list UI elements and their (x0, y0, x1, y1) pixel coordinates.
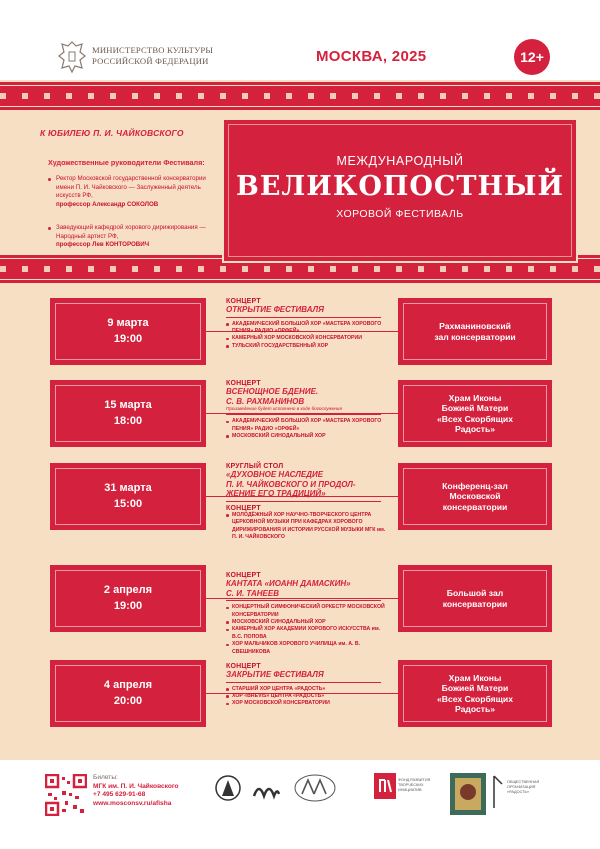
event-title: ОТКРЫТИЕ ФЕСТИВАЛЯ (226, 305, 324, 314)
event-venue-box (398, 565, 552, 632)
event-venue: Большой зал консерватории (442, 588, 508, 609)
event-title-line-1: КАНТАТА «ИОАНН ДАМАСКИН» (226, 579, 351, 588)
title-line-2: ВЕЛИКОПОСТНЫЙ (236, 171, 564, 202)
qr-code-icon[interactable] (45, 774, 87, 816)
event-time: 19:00 (113, 333, 143, 345)
director-2-text: Заведующий кафедрой хорового дирижирования — Народный артист РФ, (56, 224, 206, 240)
event-venue: Конференц-зал Московской консерватории (442, 480, 508, 512)
event-title-line-2: П. И. ЧАЙКОВСКОГО И ПРОДОЛ- (226, 479, 356, 489)
conservatory-logo-icon (213, 772, 243, 812)
event-venue: Храм Иконы Божией Матери «Всех Скорбящих Радость» (436, 392, 513, 434)
tickets-info (93, 774, 179, 808)
ministry-line-1: МИНИСТЕРСТВО КУЛЬТУРЫ (92, 45, 214, 55)
performer-item: КОНЦЕРТНЫЙ СИМФОНИЧЕСКИЙ ОРКЕСТР МОСКОВСКОЙ КОНСЕРВАТОРИИ (226, 604, 386, 619)
performer-item: КАМЕРНЫЙ ХОР АКАДЕМИИ ХОРОВОГО ИСКУССТВА им. В.С. ПОПОВА (226, 626, 386, 641)
event-type-label: КОНЦЕРТ (226, 663, 261, 670)
event-venue-box (398, 660, 552, 727)
performer-item: ХОР «BREVIS» ЦЕНТРА «РАДОСТЬ» (226, 693, 386, 700)
foundation-logo-icon (373, 772, 397, 806)
event-type-label: КОНЦЕРТ (226, 380, 261, 387)
director-2 (48, 224, 218, 250)
performer-item: СТАРШИЙ ХОР ЦЕНТРА «РАДОСТЬ» (226, 686, 386, 693)
tickets-venue: МГК им. П. И. Чайковского (93, 782, 179, 790)
event-type-label-2: КОНЦЕРТ (226, 504, 261, 512)
event-date-box (50, 380, 206, 447)
event-program (226, 572, 386, 656)
event-type-label: КОНЦЕРТ (226, 572, 261, 579)
event-program (226, 298, 386, 350)
event-title-line-1: ВСЕНОЩНОЕ БДЕНИЕ. (226, 387, 319, 396)
event-title-line-1: «ДУХОВНОЕ НАСЛЕДИЕ (226, 470, 324, 479)
event-date: 15 марта (104, 399, 152, 411)
event-title: ЗАКРЫТИЕ ФЕСТИВАЛЯ (226, 670, 324, 679)
event-program (226, 380, 386, 440)
event-time: 19:00 (113, 600, 143, 612)
event-date-box (50, 565, 206, 632)
ornament-band-top (0, 82, 600, 110)
event-date: 31 марта (104, 482, 152, 494)
performer-item: КАМЕРНЫЙ ХОР МОСКОВСКОЙ КОНСЕРВАТОРИИ (226, 335, 386, 342)
performer-item: ТУЛЬСКИЙ ГОСУДАРСТВЕННЫЙ ХОР (226, 343, 386, 350)
performer-item: МОСКОВСКИЙ СИНОДАЛЬНЫЙ ХОР (226, 619, 386, 626)
event-type-label: КОНЦЕРТ (226, 298, 261, 305)
director-1-text: Ректор Московской государственной консерватории имени П. И. Чайковского — Заслуженный деятель искусств РФ, (56, 175, 206, 200)
performer-item: МОЛОДЁЖНЫЙ ХОР НАУЧНО-ТВОРЧЕСКОГО ЦЕНТРА ЦЕРКОВНОЙ МУЗЫКИ ПРИ КАФЕДРАХ ХОРОВОГО ДИРИЖИРОВАНИЯ И ИСТОРИИ РУССКОЙ МУЗЫКИ МГК им. П. И. ЧАЙКОВСКОГО (226, 512, 386, 542)
event-venue-box (398, 298, 552, 365)
foundation-label: ФОНД РАЗВИТИЯ ТВОРЧЕСКИХ ИНИЦИАТИВ (398, 778, 431, 792)
event-venue-box (398, 463, 552, 530)
ministry-label (92, 45, 213, 67)
anniversary-heading: К ЮБИЛЕЮ П. И. ЧАЙКОВСКОГО (40, 128, 184, 138)
tickets-site-link[interactable]: www.mosconsv.ru/afisha (93, 799, 172, 807)
title-line-3: ХОРОВОЙ ФЕСТИВАЛЬ (336, 208, 464, 220)
festival-title-block (222, 118, 578, 263)
tickets-label: Билеты: (93, 774, 118, 781)
event-time: 18:00 (113, 415, 143, 427)
event-date: 9 марта (107, 317, 149, 329)
mgk-monogram-icon (292, 772, 338, 806)
event-title-line-2: С. В. РАХМАНИНОВ (226, 396, 305, 406)
director-1-name: профессор Александр СОКОЛОВ (56, 200, 159, 208)
page-header (0, 0, 600, 80)
event-date-box (50, 463, 206, 530)
event-type-label: КРУГЛЫЙ СТОЛ (226, 463, 284, 470)
director-1 (48, 175, 218, 209)
icon-church-emblem-icon (449, 772, 487, 816)
ministry-line-2: РОССИЙСКОЙ ФЕДЕРАЦИИ (92, 56, 209, 66)
event-venue-box (398, 380, 552, 447)
director-2-name: профессор Лев КОНТОРОВИЧ (56, 241, 150, 249)
event-date-box (50, 298, 206, 365)
event-venue: Рахманиновский зал консерватории (434, 321, 516, 342)
event-program (226, 663, 386, 708)
organization-mark-icon (491, 772, 505, 812)
performer-item: АКАДЕМИЧЕСКИЙ БОЛЬШОЙ ХОР «МАСТЕРА ХОРОВОГО ПЕНИЯ» РАДИО «ОРФЕЙ» (226, 418, 386, 433)
event-title-line-3: ЖЕНИЕ ЕГО ТРАДИЦИЙ» (226, 489, 326, 499)
event-time: 20:00 (113, 695, 143, 707)
performer-item: ХОР МАЛЬЧИКОВ ХОРОВОГО УЧИЛИЩА им. А. В. СВЕШНИКОВА (226, 641, 386, 656)
event-date: 4 апреля (103, 679, 153, 691)
age-rating-badge: 12+ (514, 39, 550, 75)
title-line-1: МЕЖДУНАРОДНЫЙ (336, 154, 464, 168)
choir-logo-icon (252, 778, 280, 806)
coat-of-arms-icon (58, 40, 86, 74)
event-time: 15:00 (113, 498, 143, 510)
event-date-box (50, 660, 206, 727)
organization-label: ОБЩЕСТВЕННАЯ ОРГАНИЗАЦИЯ «РАДОСТЬ» (507, 780, 540, 794)
event-date: 2 апреля (103, 584, 153, 596)
performer-item: ХОР МОСКОВСКОЙ КОНСЕРВАТОРИИ (226, 700, 386, 707)
event-venue: Храм Иконы Божией Матери «Всех Скорбящих Радость» (436, 672, 513, 714)
event-title-line-2: С. И. ТАНЕЕВ (226, 588, 280, 598)
tickets-phone[interactable]: +7 495 629-91-68 (93, 791, 146, 799)
event-program (226, 463, 386, 541)
performer-item: МОСКОВСКИЙ СИНОДАЛЬНЫЙ ХОР (226, 433, 386, 440)
performer-item: АКАДЕМИЧЕСКИЙ БОЛЬШОЙ ХОР «МАСТЕРА ХОРОВОГО ПЕНИЯ» РАДИО «ОРФЕЙ» (226, 321, 386, 336)
directors-title: Художественные руководители Фестиваля: (48, 158, 205, 167)
event-note: Произведение будет исполнено в ходе богослужения (226, 406, 342, 412)
city-year: МОСКВА, 2025 (316, 48, 427, 65)
